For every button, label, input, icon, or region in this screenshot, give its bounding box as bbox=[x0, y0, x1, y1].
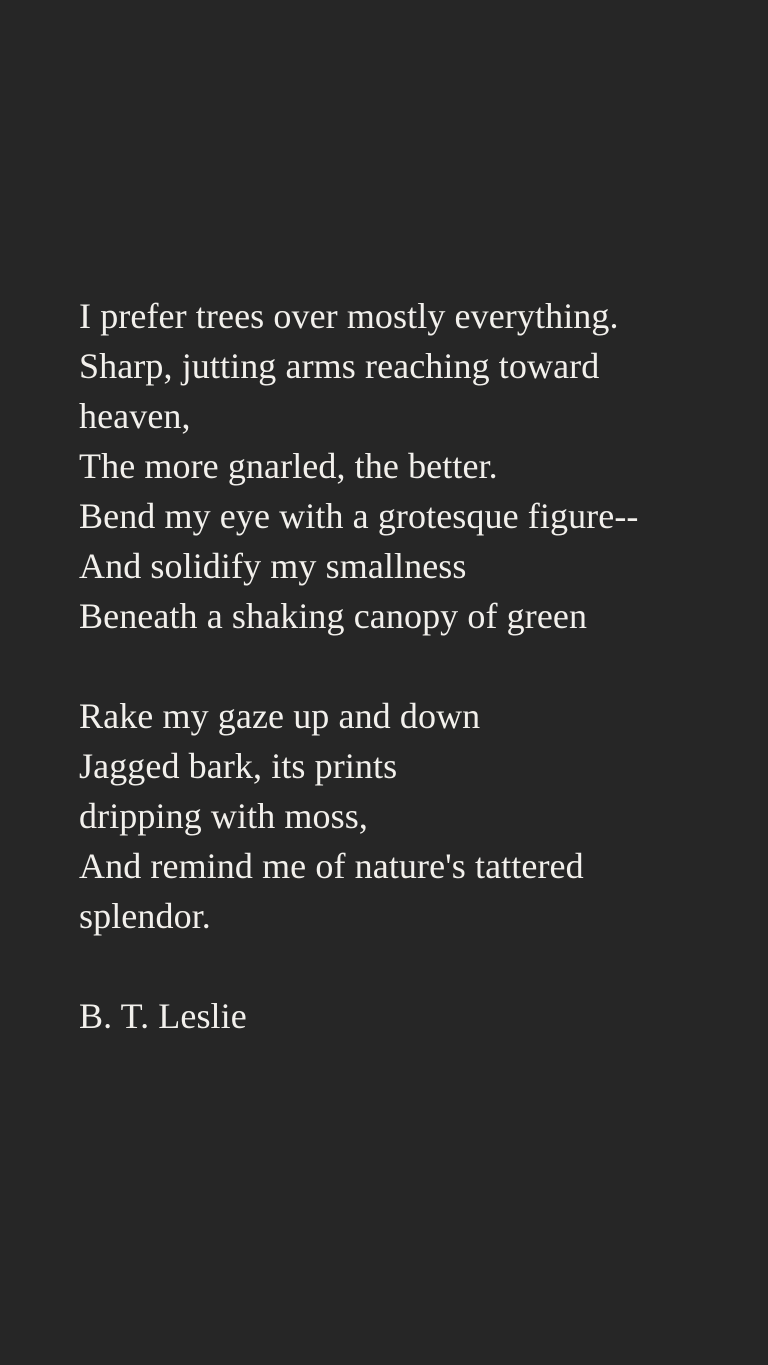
poem-line: Jagged bark, its prints bbox=[79, 746, 398, 786]
poem-stanza-1 bbox=[79, 291, 719, 641]
poem-line: Beneath a shaking canopy of green bbox=[79, 596, 588, 636]
poem-line: Bend my eye with a grotesque figure-- bbox=[79, 496, 639, 536]
poem-line: heaven, bbox=[79, 396, 191, 436]
author-name: B. T. Leslie bbox=[79, 996, 247, 1036]
poem-line: And solidify my smallness bbox=[79, 546, 467, 586]
poem-line: splendor. bbox=[79, 896, 211, 936]
poem-line: The more gnarled, the better. bbox=[79, 446, 498, 486]
poem-line: Sharp, jutting arms reaching toward bbox=[79, 346, 600, 386]
poem-line: And remind me of nature's tattered bbox=[79, 846, 584, 886]
poem-line: I prefer trees over mostly everything. bbox=[79, 296, 619, 336]
poem-text-block bbox=[79, 291, 719, 1041]
poem-stanza-2 bbox=[79, 691, 719, 941]
poem-line: Rake my gaze up and down bbox=[79, 696, 481, 736]
poem-line: dripping with moss, bbox=[79, 796, 368, 836]
